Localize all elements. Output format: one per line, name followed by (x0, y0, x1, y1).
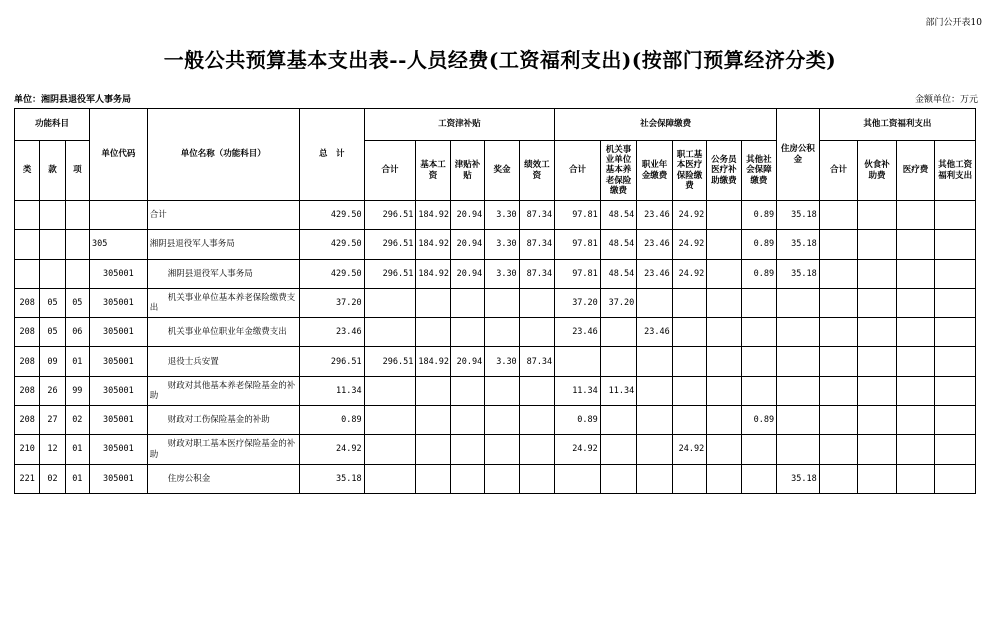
cell-amount: 87.34 (519, 201, 554, 230)
cell-amount (896, 376, 935, 405)
cell-unit-name: 机关事业单位职业年金缴费支出 (147, 318, 299, 347)
cell-amount (364, 435, 416, 464)
cell-xiang: 06 (65, 318, 89, 347)
cell-lei (15, 259, 40, 288)
cell-amount (637, 406, 672, 435)
cell-amount (450, 318, 484, 347)
cell-amount (600, 318, 636, 347)
cell-amount (741, 464, 777, 493)
cell-amount (364, 288, 416, 317)
cell-amount (519, 464, 554, 493)
cell-amount (741, 435, 777, 464)
header-housing: 住房公积金 (777, 109, 820, 201)
cell-amount: 184.92 (416, 347, 450, 376)
table-row (15, 230, 976, 259)
cell-amount (858, 201, 897, 230)
cell-amount (707, 288, 741, 317)
cell-amount (935, 347, 976, 376)
cell-amount: 20.94 (450, 259, 484, 288)
cell-xiang: 02 (65, 406, 89, 435)
cell-amount (819, 435, 858, 464)
cell-unit-code (89, 201, 147, 230)
cell-xiang: 01 (65, 435, 89, 464)
cell-unit-name: 湘阴县退役军人事务局 (147, 230, 299, 259)
cell-amount (637, 288, 672, 317)
cell-amount (707, 201, 741, 230)
cell-amount: 429.50 (299, 259, 364, 288)
cell-amount: 24.92 (299, 435, 364, 464)
cell-amount (819, 230, 858, 259)
cell-amount: 3.30 (485, 347, 519, 376)
cell-amount (858, 347, 897, 376)
cell-amount: 87.34 (519, 347, 554, 376)
cell-amount (858, 435, 897, 464)
cell-amount: 23.46 (637, 318, 672, 347)
cell-amount: 3.30 (485, 201, 519, 230)
cell-lei: 208 (15, 318, 40, 347)
cell-kuan: 26 (40, 376, 65, 405)
cell-unit-name: 机关事业单位基本养老保险缴费支出 (147, 288, 299, 317)
cell-amount: 23.46 (637, 230, 672, 259)
header-wage-total: 合计 (364, 141, 416, 201)
cell-amount (485, 318, 519, 347)
cell-amount: 48.54 (600, 259, 636, 288)
cell-amount (819, 288, 858, 317)
cell-amount: 97.81 (555, 230, 601, 259)
cell-amount (896, 347, 935, 376)
cell-amount (858, 406, 897, 435)
cell-amount: 48.54 (600, 201, 636, 230)
header-unit-name: 单位名称（功能科目） (147, 109, 299, 201)
cell-amount (777, 347, 820, 376)
cell-kuan: 05 (40, 288, 65, 317)
cell-kuan (40, 230, 65, 259)
cell-amount: 296.51 (364, 347, 416, 376)
header-meal: 伙食补助费 (858, 141, 897, 201)
cell-amount (896, 259, 935, 288)
cell-amount: 87.34 (519, 230, 554, 259)
cell-amount (450, 435, 484, 464)
cell-unit-name: 合计 (147, 201, 299, 230)
cell-amount: 3.30 (485, 259, 519, 288)
header-perf-wage: 绩效工资 (519, 141, 554, 201)
header-kuan: 款 (40, 141, 65, 201)
cell-amount (450, 464, 484, 493)
table-row (15, 347, 976, 376)
cell-amount (637, 376, 672, 405)
cell-amount (416, 318, 450, 347)
header-allowance: 津贴补贴 (450, 141, 484, 201)
cell-unit-code: 305001 (89, 406, 147, 435)
cell-kuan (40, 201, 65, 230)
cell-amount (600, 347, 636, 376)
cell-lei (15, 201, 40, 230)
cell-amount: 3.30 (485, 230, 519, 259)
cell-amount: 429.50 (299, 230, 364, 259)
cell-amount (935, 201, 976, 230)
cell-amount: 23.46 (637, 259, 672, 288)
cell-amount (819, 259, 858, 288)
cell-unit-code: 305001 (89, 376, 147, 405)
header-other-welfare: 其他工资福利支出 (935, 141, 976, 201)
cell-amount (519, 435, 554, 464)
cell-amount (485, 464, 519, 493)
cell-amount: 296.51 (364, 201, 416, 230)
cell-amount (935, 318, 976, 347)
table-row (15, 318, 976, 347)
cell-amount (819, 464, 858, 493)
cell-amount (896, 288, 935, 317)
header-other-group: 其他工资福利支出 (819, 109, 975, 141)
cell-amount (707, 464, 741, 493)
cell-xiang (65, 230, 89, 259)
cell-amount (416, 376, 450, 405)
money-unit-label: 金额单位：万元 (914, 95, 978, 105)
cell-amount: 24.92 (672, 201, 706, 230)
header-bonus: 奖金 (485, 141, 519, 201)
table-row (15, 288, 976, 317)
header-func-subject: 功能科目 (15, 109, 90, 141)
cell-amount (896, 230, 935, 259)
cell-amount: 24.92 (672, 435, 706, 464)
cell-amount: 48.54 (600, 230, 636, 259)
cell-amount (741, 318, 777, 347)
cell-amount (707, 347, 741, 376)
cell-unit-code: 305001 (89, 259, 147, 288)
cell-amount (485, 376, 519, 405)
cell-amount (416, 288, 450, 317)
cell-amount: 0.89 (741, 230, 777, 259)
cell-amount: 23.46 (555, 318, 601, 347)
cell-kuan: 09 (40, 347, 65, 376)
cell-amount (777, 406, 820, 435)
cell-amount (858, 318, 897, 347)
table-row (15, 464, 976, 493)
header-annuity: 职业年金缴费 (637, 141, 672, 201)
cell-amount (741, 288, 777, 317)
cell-amount (935, 406, 976, 435)
cell-amount: 24.92 (672, 230, 706, 259)
cell-amount (555, 347, 601, 376)
cell-amount: 35.18 (777, 464, 820, 493)
cell-amount: 37.20 (555, 288, 601, 317)
cell-amount (777, 435, 820, 464)
header-wage-group: 工资津补贴 (364, 109, 555, 141)
header-social-total: 合计 (555, 141, 601, 201)
cell-amount (896, 464, 935, 493)
header-basic-wage: 基本工资 (416, 141, 450, 201)
cell-amount (416, 435, 450, 464)
cell-amount: 23.46 (299, 318, 364, 347)
header-social-group: 社会保障缴费 (555, 109, 777, 141)
cell-xiang: 01 (65, 464, 89, 493)
cell-unit-name: 住房公积金 (147, 464, 299, 493)
cell-amount: 35.18 (777, 259, 820, 288)
cell-amount (935, 259, 976, 288)
cell-amount (364, 318, 416, 347)
header-pension: 机关事业单位基本养老保险缴费 (600, 141, 636, 201)
cell-amount (819, 406, 858, 435)
cell-amount: 87.34 (519, 259, 554, 288)
cell-amount: 184.92 (416, 230, 450, 259)
cell-unit-name: 退役士兵安置 (147, 347, 299, 376)
cell-amount: 0.89 (555, 406, 601, 435)
cell-amount (637, 464, 672, 493)
cell-amount: 23.46 (637, 201, 672, 230)
cell-amount (858, 376, 897, 405)
cell-amount (858, 464, 897, 493)
cell-amount (896, 435, 935, 464)
cell-amount (741, 376, 777, 405)
table-row (15, 259, 976, 288)
cell-amount (672, 464, 706, 493)
cell-amount (485, 288, 519, 317)
cell-amount (858, 259, 897, 288)
cell-amount: 184.92 (416, 201, 450, 230)
cell-lei: 208 (15, 376, 40, 405)
cell-amount (672, 376, 706, 405)
table-row (15, 435, 976, 464)
cell-amount (637, 347, 672, 376)
cell-amount: 24.92 (555, 435, 601, 464)
header-unit-code: 单位代码 (89, 109, 147, 201)
cell-amount: 11.34 (600, 376, 636, 405)
cell-amount (935, 376, 976, 405)
cell-amount (519, 406, 554, 435)
header-lei: 类 (15, 141, 40, 201)
cell-lei: 221 (15, 464, 40, 493)
cell-lei: 208 (15, 347, 40, 376)
header-other-social: 其他社会保障缴费 (741, 141, 777, 201)
cell-xiang: 05 (65, 288, 89, 317)
header-xiang: 项 (65, 141, 89, 201)
cell-amount (707, 406, 741, 435)
cell-unit-code: 305 (89, 230, 147, 259)
cell-kuan: 02 (40, 464, 65, 493)
cell-amount: 35.18 (777, 230, 820, 259)
cell-amount (819, 318, 858, 347)
cell-amount (819, 347, 858, 376)
cell-amount (637, 435, 672, 464)
page-title: 一般公共预算基本支出表--人员经费(工资福利支出)(按部门预算经济分类) (163, 48, 837, 72)
cell-amount (364, 406, 416, 435)
cell-unit-name: 财政对其他基本养老保险基金的补助 (147, 376, 299, 405)
cell-amount (672, 347, 706, 376)
cell-kuan: 12 (40, 435, 65, 464)
cell-kuan (40, 259, 65, 288)
cell-amount: 20.94 (450, 230, 484, 259)
table-row (15, 406, 976, 435)
cell-amount (707, 230, 741, 259)
cell-amount (416, 464, 450, 493)
cell-amount (777, 318, 820, 347)
cell-unit-code: 305001 (89, 435, 147, 464)
cell-amount (935, 435, 976, 464)
cell-unit-name: 湘阴县退役军人事务局 (147, 259, 299, 288)
cell-amount (707, 435, 741, 464)
cell-amount (600, 406, 636, 435)
cell-amount: 0.89 (741, 406, 777, 435)
cell-amount: 184.92 (416, 259, 450, 288)
cell-amount (935, 230, 976, 259)
cell-unit-code: 305001 (89, 288, 147, 317)
unit-label: 单位：湘阴县退役军人事务局 (14, 95, 132, 105)
cell-amount (858, 230, 897, 259)
header-civil-medical: 公务员医疗补助缴费 (707, 141, 741, 201)
cell-amount (896, 406, 935, 435)
cell-amount: 0.89 (741, 259, 777, 288)
cell-amount: 35.18 (299, 464, 364, 493)
cell-amount: 37.20 (299, 288, 364, 317)
cell-amount (450, 406, 484, 435)
cell-amount (707, 376, 741, 405)
table-row (15, 376, 976, 405)
cell-amount (819, 201, 858, 230)
cell-amount (707, 259, 741, 288)
cell-amount: 0.89 (741, 201, 777, 230)
cell-amount: 296.51 (364, 259, 416, 288)
cell-amount (519, 376, 554, 405)
cell-xiang (65, 259, 89, 288)
cell-amount: 24.92 (672, 259, 706, 288)
header-other-total: 合计 (819, 141, 858, 201)
cell-unit-name: 财政对职工基本医疗保险基金的补助 (147, 435, 299, 464)
cell-amount: 11.34 (299, 376, 364, 405)
cell-amount: 35.18 (777, 201, 820, 230)
cell-unit-name: 财政对工伤保险基金的补助 (147, 406, 299, 435)
cell-amount (364, 464, 416, 493)
cell-amount (777, 288, 820, 317)
cell-amount (450, 376, 484, 405)
cell-amount (600, 435, 636, 464)
cell-xiang: 01 (65, 347, 89, 376)
cell-amount (672, 288, 706, 317)
cell-amount: 429.50 (299, 201, 364, 230)
cell-amount (555, 464, 601, 493)
cell-unit-code: 305001 (89, 464, 147, 493)
cell-amount (935, 464, 976, 493)
cell-amount (707, 318, 741, 347)
cell-lei: 210 (15, 435, 40, 464)
header-medical-fee: 医疗费 (896, 141, 935, 201)
cell-amount (819, 376, 858, 405)
header-total: 总 计 (299, 109, 364, 201)
table-row (15, 201, 976, 230)
cell-xiang (65, 201, 89, 230)
cell-amount: 20.94 (450, 201, 484, 230)
cell-unit-code: 305001 (89, 318, 147, 347)
cell-xiang: 99 (65, 376, 89, 405)
cell-amount: 20.94 (450, 347, 484, 376)
cell-unit-code: 305001 (89, 347, 147, 376)
cell-amount (672, 318, 706, 347)
cell-amount: 11.34 (555, 376, 601, 405)
cell-amount (416, 406, 450, 435)
budget-table (14, 108, 976, 494)
table-tag: 部门公开表10 (925, 18, 982, 28)
cell-amount (364, 376, 416, 405)
cell-amount (777, 376, 820, 405)
cell-amount (485, 435, 519, 464)
header-medical: 职工基本医疗保险缴费 (672, 141, 706, 201)
cell-amount (858, 288, 897, 317)
cell-amount (519, 318, 554, 347)
cell-amount: 97.81 (555, 259, 601, 288)
cell-kuan: 27 (40, 406, 65, 435)
cell-amount: 296.51 (364, 230, 416, 259)
cell-amount (896, 318, 935, 347)
cell-amount (485, 406, 519, 435)
cell-amount: 296.51 (299, 347, 364, 376)
cell-lei (15, 230, 40, 259)
cell-amount (935, 288, 976, 317)
cell-amount (519, 288, 554, 317)
cell-amount (896, 201, 935, 230)
cell-lei: 208 (15, 406, 40, 435)
cell-amount (741, 347, 777, 376)
cell-amount (672, 406, 706, 435)
cell-amount (450, 288, 484, 317)
cell-kuan: 05 (40, 318, 65, 347)
cell-amount (600, 464, 636, 493)
cell-amount: 37.20 (600, 288, 636, 317)
cell-amount: 97.81 (555, 201, 601, 230)
cell-amount: 0.89 (299, 406, 364, 435)
cell-lei: 208 (15, 288, 40, 317)
